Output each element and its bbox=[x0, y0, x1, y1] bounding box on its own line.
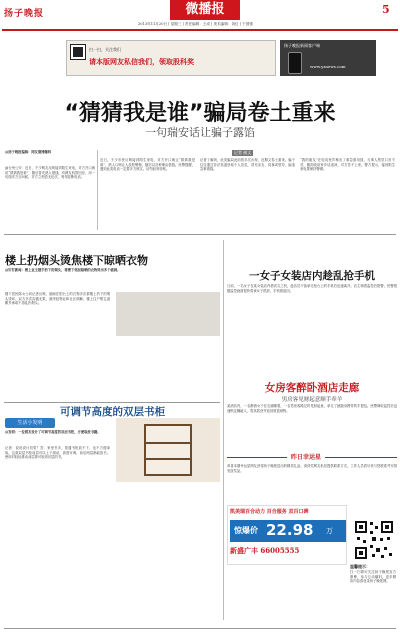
lead-col2: 近日，不少市民反映接到陌生来电，对方开口就让“猜猜我是谁”，熟人口吻让人放松警惕，随后以各种理由借钱。民警提醒，遇到此类电话一定要多方核实，切勿轻易转账。 bbox=[100, 158, 195, 172]
ad-line1: 扫一扫，关注我们 bbox=[89, 47, 121, 52]
divider bbox=[4, 628, 396, 629]
story-left1-photo bbox=[116, 292, 220, 336]
car-ad-price-label: 惊爆价 bbox=[234, 525, 258, 535]
app-ad-site: www.yznews.com bbox=[310, 64, 346, 69]
lead-col4: “我的朋友”在电话里声称出了事急需用钱，当事人察觉口音不对，随即改用家乡话追问，对方答不上来。警方提示，接到陌生来电要保持警惕。 bbox=[300, 158, 395, 172]
divider bbox=[223, 240, 224, 620]
app-ad bbox=[280, 40, 376, 76]
dateline: 2013年11月20日 | 星期三 | 责任编辑：王成 | 美术编辑：刘红 | 于国强 bbox=[138, 22, 253, 26]
story-left2-body: 记者：说说设计初衷？答：家里书多，普通书柜放不下，也不方便拿取。这款双层书柜前层可以上下滑动，高度可调，前后两层都能放书。使用时轻轻推动前层即可取到后层的书。 bbox=[5, 446, 110, 460]
story-right3-headline: 昨日幸运星 bbox=[287, 452, 325, 461]
story-right2-subhead: 男房客见财起意顺手牵羊 bbox=[281, 397, 343, 403]
lead-headline: “猜猜我是谁”骗局卷土重来 bbox=[64, 101, 336, 126]
masthead-rule bbox=[2, 29, 398, 31]
ad-headline: 请本版网友私信我们，领取股科奖 bbox=[89, 57, 194, 66]
lead-note: @扬子晚报编辑：网友微博爆料 bbox=[5, 150, 52, 154]
story-left2-body-cont bbox=[116, 490, 220, 620]
story-right2-headline: 女房客醉卧酒店走廊 bbox=[264, 382, 360, 394]
divider bbox=[4, 402, 220, 403]
car-ad-price: 22.98 bbox=[266, 521, 314, 539]
lead-subhead: 一句瑞安话让骗子露馅 bbox=[145, 126, 255, 139]
bookshelf-photo bbox=[116, 418, 220, 482]
bookshelf-shelf bbox=[144, 442, 192, 444]
masthead bbox=[0, 0, 400, 32]
lead-reporter-tag: 记者 储文 bbox=[234, 150, 252, 155]
car-ad-slogan: 凯美瑞百合动力 百合服务 双百口碑 bbox=[230, 509, 309, 515]
story-left1-note: @钉钉新闻：楼上业主随手扔下的烟头，将楼下邻居晾晒的衣物烫出多个破洞。 bbox=[5, 268, 121, 272]
top-ad bbox=[66, 40, 276, 76]
story-right3-body: 恭喜本期幸运星网友获得扬子晚报送出的精美礼品。请获奖网友私信提供联系方式，工作人员将尽快与您联系并安排发放奖品。 bbox=[227, 464, 397, 473]
bookshelf-shelf bbox=[144, 458, 192, 460]
story-right1-headline: 一女子女装店内趁乱抢手机 bbox=[249, 270, 375, 282]
story-left2-note: @发明：一位网友设计了可调节高度的双层书柜，方便取放书籍。 bbox=[5, 430, 101, 434]
invention-tag-label: 生活小发明 bbox=[17, 420, 43, 426]
qr-code-graphic bbox=[354, 520, 394, 560]
section-title-banner bbox=[170, 0, 240, 20]
app-ad-title: 扬子晚报新闻客户端 bbox=[284, 43, 320, 48]
divider bbox=[4, 234, 396, 235]
story-left1-body: 楼下居民陈女士向记者反映，她晾在阳台上的衣物多次被楼上扔下的烟头烫坏。双方多次沟通无果，最终经物业和社区调解，楼上住户赔礼道歉并承诺不再乱扔烟头。 bbox=[5, 292, 110, 306]
car-ad-price-unit: 万 bbox=[326, 527, 333, 535]
phone-icon bbox=[288, 52, 302, 74]
car-ad-hotline: 新盛广丰 66005555 bbox=[230, 546, 300, 555]
story-left1-headline: 楼上扔烟头烫焦楼下晾晒衣物 bbox=[5, 254, 148, 267]
story-right1-body: 日前，一名女子在某女装店内借试衣之机，趁店员不备拿走柜台上的手机后迅速离开。店主调看监控后报警，民警根据监控画面很快将该女子抓获，手机被追回。 bbox=[227, 284, 397, 293]
qr-note-title: 温馨提示： bbox=[350, 564, 370, 569]
qr-note-body: 扫一扫即可关注扬子晚报官方微博，参与互动爆料，更多精彩内容请登录扬子晚报网。 bbox=[350, 570, 396, 584]
lucky-star-header bbox=[227, 452, 397, 462]
invention-tag bbox=[5, 418, 55, 428]
divider bbox=[97, 150, 98, 230]
lead-col3: 记者了解到，此类骗局此前曾多次出现，近期又卷土重来。骗子往往通过非法渠道获取个人信息，冒充亲友、同事或领导，编造急事借钱。 bbox=[200, 158, 295, 172]
page-number: 5 bbox=[382, 3, 390, 16]
car-ad-price-box bbox=[230, 520, 346, 542]
car-ad bbox=[227, 505, 347, 565]
bookshelf-drawing bbox=[144, 424, 192, 476]
story-left2-headline: 可调节高度的双层书柜 bbox=[60, 406, 165, 418]
lead-col1: @台州公安：近日，不少网友反映接到陌生来电，对方开口就说“猜猜我是谁”，随后冒充熟人借钱。有网友机智回应，用一句瑞安方言问候，对方立刻语无伦次，匆匆挂断电话。 bbox=[5, 166, 95, 180]
section-title: 微播报 bbox=[185, 2, 225, 17]
ad-qr-icon bbox=[71, 45, 85, 59]
story-right2-body: 某酒店内，一名醉酒女子在走廊睡着，一名男房客路过时见财起意，拿走了她随身携带的手提包。民警调取监控后迅速锁定嫌疑人，将其抓获并追回被盗财物。 bbox=[227, 404, 397, 413]
qr-code-icon[interactable] bbox=[354, 520, 394, 560]
paper-name: 扬子晚报 bbox=[4, 9, 45, 19]
